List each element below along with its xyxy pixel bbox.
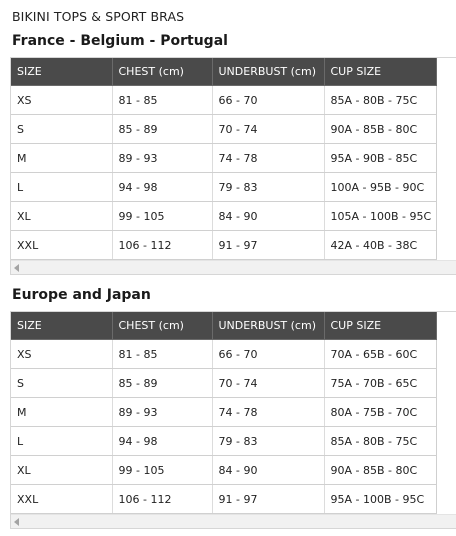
size-cell: M <box>11 144 112 173</box>
table-row <box>11 144 436 173</box>
underbust-cell: 66 - 70 <box>212 340 324 369</box>
size-table <box>11 58 437 260</box>
size-cell: XS <box>11 340 112 369</box>
cup-size-cell: 42A - 40B - 38C <box>324 231 436 260</box>
column-header-size: SIZE <box>11 312 112 340</box>
size-cell: M <box>11 398 112 427</box>
cup-size-cell: 85A - 80B - 75C <box>324 427 436 456</box>
section-title-france-belgium-portugal: France - Belgium - Portugal <box>12 33 228 49</box>
underbust-cell: 84 - 90 <box>212 456 324 485</box>
size-cell: XL <box>11 202 112 231</box>
column-header-underbust: UNDERBUST (cm) <box>212 58 324 86</box>
table-row <box>11 173 436 202</box>
scroll-left-arrow-icon[interactable] <box>14 264 19 272</box>
table-row <box>11 340 436 369</box>
underbust-cell: 70 - 74 <box>212 115 324 144</box>
cup-size-cell: 105A - 100B - 95C <box>324 202 436 231</box>
table-row <box>11 485 436 514</box>
horizontal-scrollbar[interactable] <box>11 514 456 528</box>
underbust-cell: 79 - 83 <box>212 427 324 456</box>
table-row <box>11 115 436 144</box>
underbust-cell: 91 - 97 <box>212 231 324 260</box>
chest-cell: 99 - 105 <box>112 202 212 231</box>
underbust-cell: 70 - 74 <box>212 369 324 398</box>
size-cell: L <box>11 427 112 456</box>
size-table-france-belgium-portugal <box>10 57 456 275</box>
table-row <box>11 231 436 260</box>
size-cell: XXL <box>11 485 112 514</box>
table-row <box>11 202 436 231</box>
column-header-chest: CHEST (cm) <box>112 312 212 340</box>
table-header-row <box>11 312 436 340</box>
chest-cell: 99 - 105 <box>112 456 212 485</box>
cup-size-cell: 95A - 90B - 85C <box>324 144 436 173</box>
column-header-cup-size: CUP SIZE <box>324 312 436 340</box>
column-header-cup-size: CUP SIZE <box>324 58 436 86</box>
chest-cell: 89 - 93 <box>112 398 212 427</box>
chest-cell: 106 - 112 <box>112 485 212 514</box>
column-header-underbust: UNDERBUST (cm) <box>212 312 324 340</box>
underbust-cell: 66 - 70 <box>212 86 324 115</box>
chest-cell: 81 - 85 <box>112 86 212 115</box>
table-row <box>11 427 436 456</box>
size-cell: XS <box>11 86 112 115</box>
chest-cell: 94 - 98 <box>112 173 212 202</box>
column-header-size: SIZE <box>11 58 112 86</box>
chest-cell: 89 - 93 <box>112 144 212 173</box>
chest-cell: 81 - 85 <box>112 340 212 369</box>
section-title-europe-and-japan: Europe and Japan <box>12 287 151 303</box>
cup-size-cell: 70A - 65B - 60C <box>324 340 436 369</box>
cup-size-cell: 90A - 85B - 80C <box>324 115 436 144</box>
cup-size-cell: 80A - 75B - 70C <box>324 398 436 427</box>
cup-size-cell: 100A - 95B - 90C <box>324 173 436 202</box>
horizontal-scrollbar[interactable] <box>11 260 456 274</box>
size-cell: XXL <box>11 231 112 260</box>
chest-cell: 85 - 89 <box>112 115 212 144</box>
cup-size-cell: 75A - 70B - 65C <box>324 369 436 398</box>
underbust-cell: 74 - 78 <box>212 144 324 173</box>
size-cell: S <box>11 115 112 144</box>
size-table <box>11 312 437 514</box>
table-header-row <box>11 58 436 86</box>
size-table-europe-and-japan <box>10 311 456 529</box>
column-header-chest: CHEST (cm) <box>112 58 212 86</box>
underbust-cell: 91 - 97 <box>212 485 324 514</box>
underbust-cell: 79 - 83 <box>212 173 324 202</box>
chest-cell: 85 - 89 <box>112 369 212 398</box>
page-title: BIKINI TOPS & SPORT BRAS <box>12 9 185 24</box>
cup-size-cell: 95A - 100B - 95C <box>324 485 436 514</box>
chest-cell: 106 - 112 <box>112 231 212 260</box>
chest-cell: 94 - 98 <box>112 427 212 456</box>
underbust-cell: 74 - 78 <box>212 398 324 427</box>
scroll-left-arrow-icon[interactable] <box>14 518 19 526</box>
cup-size-cell: 90A - 85B - 80C <box>324 456 436 485</box>
cup-size-cell: 85A - 80B - 75C <box>324 86 436 115</box>
table-row <box>11 398 436 427</box>
size-cell: L <box>11 173 112 202</box>
underbust-cell: 84 - 90 <box>212 202 324 231</box>
table-row <box>11 369 436 398</box>
size-cell: S <box>11 369 112 398</box>
table-row <box>11 456 436 485</box>
table-row <box>11 86 436 115</box>
size-cell: XL <box>11 456 112 485</box>
